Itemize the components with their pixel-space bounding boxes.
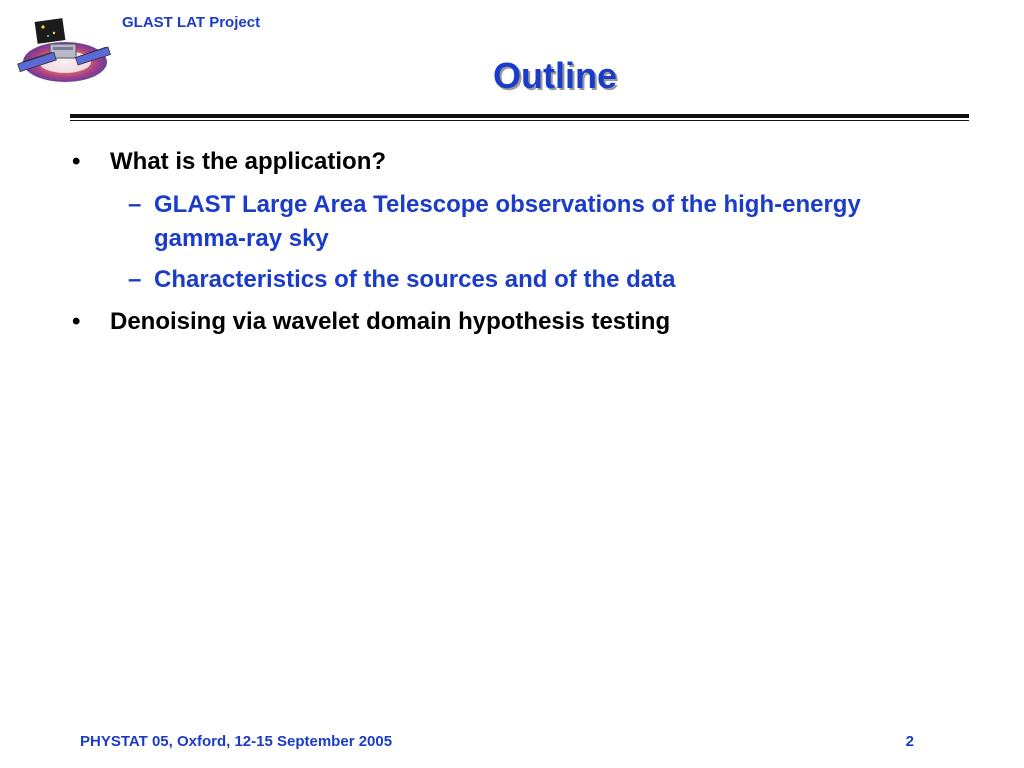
project-label: GLAST LAT Project	[122, 14, 261, 31]
outline-subitem-characteristics: Characteristics of the sources and of the data	[154, 266, 676, 293]
outline-item-application: What is the application?	[110, 148, 387, 175]
title-divider-thin	[70, 120, 969, 121]
bullet-marker: •	[72, 308, 81, 335]
glast-satellite-logo-icon	[10, 14, 115, 89]
title-divider-thick	[70, 114, 969, 118]
bullet-marker: •	[72, 148, 81, 175]
page-number: 2	[905, 733, 914, 750]
sub-bullet-marker: –	[128, 191, 142, 218]
sub-bullet-marker: –	[128, 266, 142, 293]
outline-item-denoising: Denoising via wavelet domain hypothesis testing	[110, 308, 671, 335]
slide-title: Outline	[493, 55, 617, 96]
footer-conference: PHYSTAT 05, Oxford, 12-15 September 2005	[80, 733, 393, 750]
outline-subitem-glast-observations: GLAST Large Area Telescope observations of the high-energy gamma-ray sky	[154, 191, 861, 252]
